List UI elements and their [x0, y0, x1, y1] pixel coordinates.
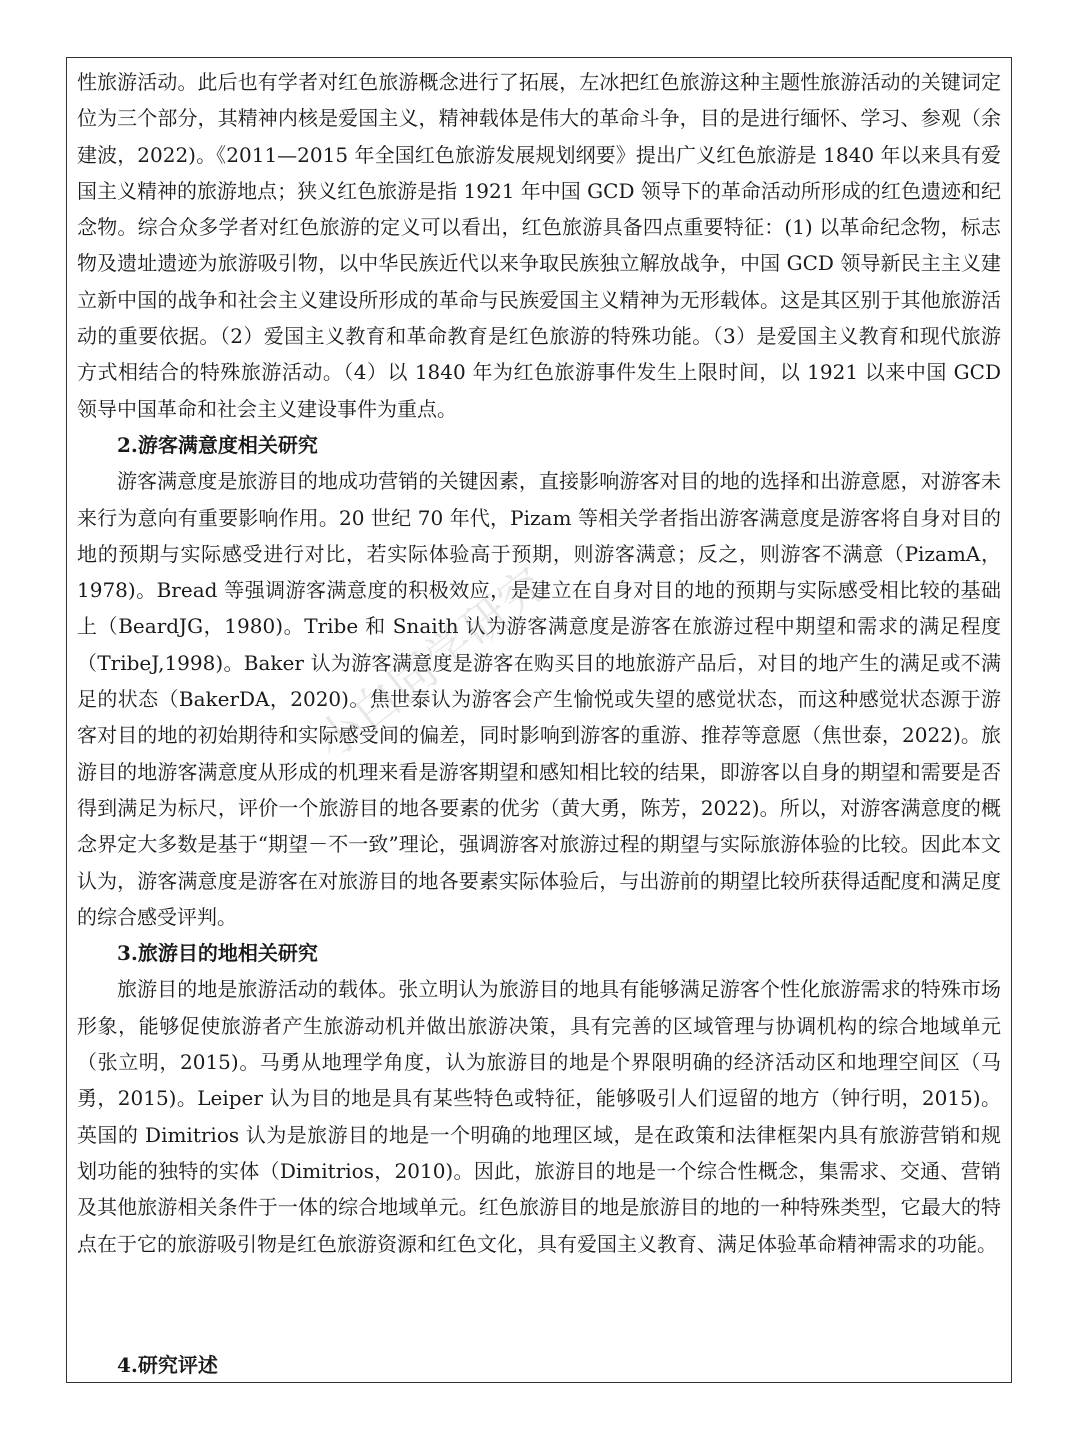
section-heading-tourism-destination: 3.旅游目的地相关研究 [117, 941, 318, 966]
paragraph-tourism-destination: 旅游目的地是旅游活动的载体。张立明认为旅游目的地具有能够满足游客个性化旅游需求的特殊市场形象，能够促使旅游者产生旅游动机并做出旅游决策，具有完善的区域管理与协调机构的综合地域单元（张立明，2015)。马勇从地理学角度，认为旅游目的地是个界限明确的经济活动区和地理空间区（马勇，2015)。Leiper 认为目的地是具有某些特色或特征，能够吸引人们逗留的地方（钟行明，2015)。英国的 Dimitrios 认为是旅游目的地是一个明确的地理区域，是在政策和法律框架内具有旅游营销和规划功能的独特的实体（Dimitrios，2010)。因此，旅游目的地是一个综合性概念，集需求、交通、营销及其他旅游相关条件于一体的综合地域单元。红色旅游目的地是旅游目的地的一种特殊类型，它最大的特点在于它的旅游吸引物是红色旅游资源和红色文化，具有爱国主义教育、满足体验革命精神需求的功能。 [77, 977, 1001, 1256]
paragraph-tourist-satisfaction: 游客满意度是旅游目的地成功营销的关键因素，直接影响游客对目的地的选择和出游意愿，对游客未来行为意向有重要影响作用。20 世纪 70 年代，Pizam 等相关学者指出游客满意度是游客将自身对目的地的预期与实际感受进行对比，若实际体验高于预期，则游客满意；反之，则游客不满意（PizamA，1978)。Bread 等强调游客满意度的积极效应，是建立在自身对目的地的预期与实际感受相比较的基础上（BeardJG，1980)。Tribe 和 Snaith 认为游客满意度是游客在旅游过程中期望和需求的满足程度（TribeJ,1998)。Baker 认为游客满意度是游客在购买目的地旅游产品后，对目的地产生的满足或不满足的状态（BakerDA，2020)。焦世泰认为游客会产生愉悦或失望的感觉状态，而这种感觉状态源于游客对目的地的初始期待和实际感受间的偏差，同时影响到游客的重游、推荐等意愿（焦世泰，2022)。旅游目的地游客满意度从形成的机理来看是游客期望和感知相比较的结果，即游客以自身的期望和需要是否得到满足为标尺，评价一个旅游目的地各要素的优劣（黄大勇，陈芳，2022)。所以，对游客满意度的概念界定大多数是基于“期望－不一致”理论，强调游客对旅游过程的期望与实际旅游体验的比较。因此本文认为，游客满意度是游客在对旅游目的地各要素实际体验后，与出游前的期望比较所获得适配度和满足度的综合感受评判。 [77, 469, 1001, 929]
document-body [77, 64, 1001, 1262]
watermark: 小白同学研究 [305, 557, 557, 770]
document-frame [66, 57, 1012, 1383]
section-heading-research-review: 4.研究评述 [117, 1353, 218, 1377]
section-heading-tourist-satisfaction: 2.游客满意度相关研究 [117, 432, 318, 457]
paragraph-red-tourism-definition: 性旅游活动。此后也有学者对红色旅游概念进行了拓展，左冰把红色旅游这种主题性旅游活动的关键词定位为三个部分，其精神内核是爱国主义，精神载体是伟大的革命斗争，目的是进行缅怀、学习、参观（余建波，2022)。《2011—2015 年全国红色旅游发展规划纲要》提出广义红色旅游是 1840 年以来具有爱国主义精神的旅游地点；狭义红色旅游是指 1921 年中国 GCD 领导下的革命活动所形成的红色遗迹和纪念物。综合众多学者对红色旅游的定义可以看出，红色旅游具备四点重要特征：(1) 以革命纪念物，标志物及遗址遗迹为旅游吸引物，以中华民族近代以来争取民族独立解放战争，中国 GCD 领导新民主主义建立新中国的战争和社会主义建设所形成的革命与民族爱国主义精神为无形载体。这是其区别于其他旅游活动的重要依据。（2）爱国主义教育和革命教育是红色旅游的特殊功能。（3）是爱国主义教育和现代旅游方式相结合的特殊旅游活动。（4）以 1840 年为红色旅游事件发生上限时间，以 1921 以来中国 GCD 领导中国革命和社会主义建设事件为重点。 [77, 70, 1001, 421]
